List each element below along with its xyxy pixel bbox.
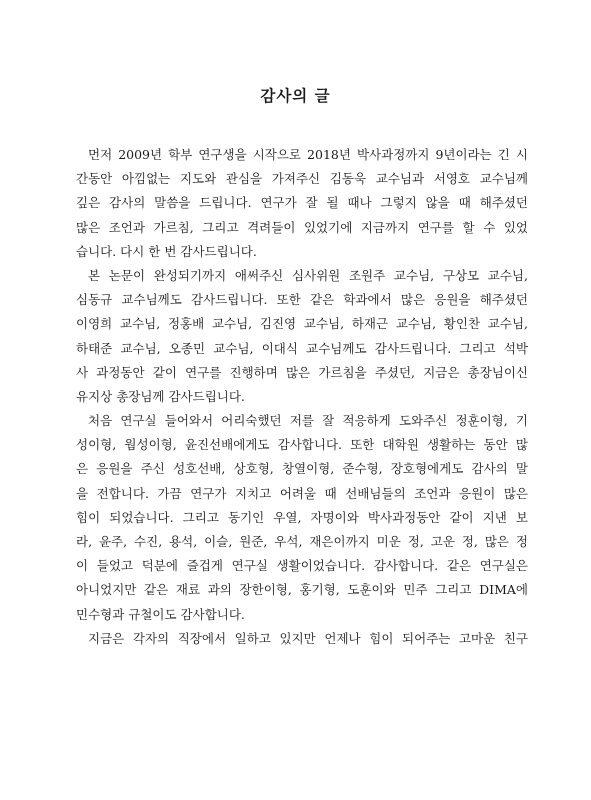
- text-line: 간동안 아낌없는 지도와 관심을 가져주신 김동욱 교수님과 서영호 교수님께: [76, 171, 528, 187]
- text-line: 하태준 교수님, 오종민 교수님, 이대식 교수님께도 감사드립니다. 그리고 석박: [76, 340, 528, 356]
- text-line: 사 과정동안 같이 연구를 진행하며 많은 가르침을 주셨던, 지금은 총장님이신: [76, 364, 528, 380]
- text-line: 이 들었고 덕분에 즐겁게 연구실 생활이었습니다. 감사합니다. 같은 연구실은: [76, 558, 528, 574]
- text-line: 힘이 되었습니다. 그리고 동기인 우열, 자명이와 박사과정동안 같이 지낸 보: [76, 509, 528, 525]
- text-line: 처음 연구실 들어와서 어리숙했던 저를 잘 적응하게 도와주신 정훈이형, 기: [88, 413, 528, 429]
- text-line: 아니었지만 같은 재료 과의 장한이형, 홍기형, 도훈이와 민주 그리고 DIMA에: [76, 582, 528, 598]
- text-line: 먼저 2009년 학부 연구생을 시작으로 2018년 박사과정까지 9년이라는 긴 시: [88, 147, 528, 162]
- text-line: 많은 조언과 가르침, 그리고 격려들이 있었기에 지금까지 연구를 할 수 있었: [76, 219, 528, 235]
- page-title: 감사의 글: [260, 86, 331, 106]
- text-line: 은 응원을 주신 성호선배, 상호형, 창열이형, 준수형, 장호형에게도 감사의 말: [76, 461, 528, 477]
- text-line: 지금은 각자의 직장에서 일하고 있지만 언제나 힘이 되어주는 고마운 친구: [88, 630, 528, 646]
- text-line: 본 논문이 완성되기까지 애써주신 심사위원 조원주 교수님, 구상모 교수님,: [88, 267, 528, 283]
- paragraph-1: [64, 143, 528, 264]
- text-line: 라, 윤주, 수진, 용석, 이슬, 원준, 우석, 재은이까지 미운 정, 고운 정, 많은 정: [76, 534, 528, 549]
- document-body: [64, 143, 528, 651]
- paragraph-2: [64, 264, 528, 409]
- text-line: 을 전합니다. 가끔 연구가 지치고 어려울 때 선배님들의 조언과 응원이 많은: [76, 485, 528, 501]
- text-line: 깊은 감사의 말씀을 드립니다. 연구가 잘 될 때나 그렇지 않을 때 해주셨던: [76, 195, 528, 211]
- text-line: 심동규 교수님께도 감사드립니다. 또한 같은 학과에서 많은 응원을 해주셨던: [76, 292, 528, 308]
- paragraph-3: [64, 409, 528, 627]
- text-line: 성이형, 웜성이형, 윤진선배에게도 감사합니다. 또한 대학원 생활하는 동안 많: [76, 437, 528, 453]
- paragraph-4: [64, 627, 528, 651]
- text-line: 유지상 총장님께 감사드립니다.: [76, 388, 245, 404]
- text-line: 습니다. 다시 한 번 감사드립니다.: [76, 243, 257, 259]
- text-line: 민수형과 규철이도 감사합니다.: [76, 606, 245, 622]
- text-line: 이영희 교수님, 정홍배 교수님, 김진영 교수님, 하재근 교수님, 황인찬 교수님,: [76, 316, 528, 332]
